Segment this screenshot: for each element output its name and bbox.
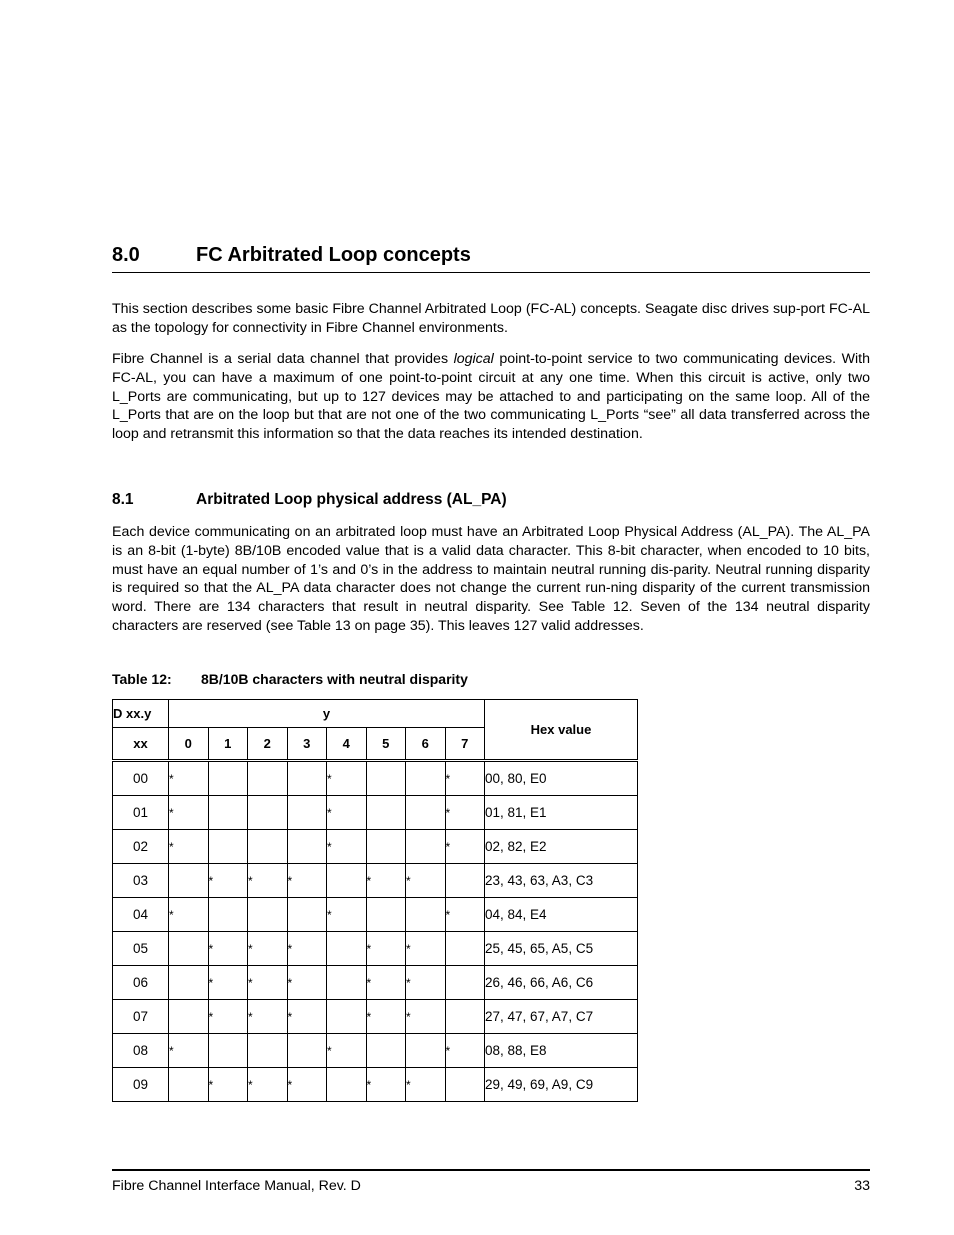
row-mark-y7 bbox=[445, 932, 485, 966]
row-mark-y3: * bbox=[287, 1068, 327, 1102]
row-hex-value: 00, 80, E0 bbox=[485, 761, 638, 796]
header-y-3: 3 bbox=[287, 728, 327, 761]
row-mark-y2 bbox=[248, 761, 288, 796]
row-mark-y3 bbox=[287, 830, 327, 864]
table-row bbox=[113, 796, 638, 830]
row-mark-y5 bbox=[366, 796, 406, 830]
header-y-5: 5 bbox=[366, 728, 406, 761]
row-xx: 03 bbox=[113, 864, 169, 898]
row-mark-y2 bbox=[248, 898, 288, 932]
row-mark-y3: * bbox=[287, 864, 327, 898]
row-xx: 06 bbox=[113, 966, 169, 1000]
header-hex-value: Hex value bbox=[485, 700, 638, 761]
row-xx: 00 bbox=[113, 761, 169, 796]
row-mark-y2: * bbox=[248, 1000, 288, 1034]
row-mark-y7 bbox=[445, 1000, 485, 1034]
row-mark-y0 bbox=[169, 932, 209, 966]
row-hex-value: 27, 47, 67, A7, C7 bbox=[485, 1000, 638, 1034]
row-mark-y0 bbox=[169, 864, 209, 898]
table-row bbox=[113, 830, 638, 864]
table-row bbox=[113, 932, 638, 966]
header-y-4: 4 bbox=[327, 728, 367, 761]
fibre-channel-paragraph bbox=[112, 350, 870, 444]
row-mark-y0 bbox=[169, 966, 209, 1000]
row-mark-y5 bbox=[366, 1034, 406, 1068]
row-mark-y6 bbox=[406, 830, 446, 864]
row-mark-y1 bbox=[208, 898, 248, 932]
row-hex-value: 26, 46, 66, A6, C6 bbox=[485, 966, 638, 1000]
row-mark-y3: * bbox=[287, 932, 327, 966]
row-mark-y7: * bbox=[445, 830, 485, 864]
para2-after: point-to-point service to two communicating devices. With FC-AL, you can have a maximum of one point-to-point circuit at any one time. When this circuit is active, only two L_Ports are communicating, but up to 127 devices may be attached to and participating on the same loop. All of the L_Ports that are on the loop but that are not one of the two communicating L_Ports “see” all data transferred across the loop and retransmit this information so that the data reaches its intended destination. bbox=[112, 351, 870, 443]
row-mark-y3 bbox=[287, 761, 327, 796]
para2-before: Fibre Channel is a serial data channel that provides bbox=[112, 351, 454, 367]
row-mark-y0 bbox=[169, 1068, 209, 1102]
row-mark-y7: * bbox=[445, 796, 485, 830]
row-mark-y0: * bbox=[169, 761, 209, 796]
section-number: 8.0 bbox=[112, 244, 140, 266]
row-mark-y5: * bbox=[366, 864, 406, 898]
row-mark-y5 bbox=[366, 761, 406, 796]
row-mark-y4: * bbox=[327, 830, 367, 864]
row-xx: 01 bbox=[113, 796, 169, 830]
row-mark-y6: * bbox=[406, 1000, 446, 1034]
row-mark-y0 bbox=[169, 1000, 209, 1034]
row-mark-y3: * bbox=[287, 966, 327, 1000]
row-mark-y4: * bbox=[327, 898, 367, 932]
row-mark-y1: * bbox=[208, 864, 248, 898]
row-mark-y1 bbox=[208, 796, 248, 830]
row-mark-y7 bbox=[445, 966, 485, 1000]
row-mark-y0: * bbox=[169, 796, 209, 830]
row-mark-y6: * bbox=[406, 864, 446, 898]
row-mark-y4 bbox=[327, 864, 367, 898]
row-hex-value: 01, 81, E1 bbox=[485, 796, 638, 830]
section-title: FC Arbitrated Loop concepts bbox=[196, 244, 471, 266]
para2-italic: logical bbox=[453, 351, 494, 367]
table-caption bbox=[112, 670, 468, 688]
table-caption-number: Table 12: bbox=[112, 671, 172, 687]
row-mark-y4 bbox=[327, 966, 367, 1000]
subsection-number: 8.1 bbox=[112, 491, 134, 508]
header-y-6: 6 bbox=[406, 728, 446, 761]
row-hex-value: 08, 88, E8 bbox=[485, 1034, 638, 1068]
row-hex-value: 04, 84, E4 bbox=[485, 898, 638, 932]
row-mark-y0: * bbox=[169, 1034, 209, 1068]
table-row bbox=[113, 1034, 638, 1068]
table-row bbox=[113, 1068, 638, 1102]
row-mark-y3 bbox=[287, 1034, 327, 1068]
row-hex-value: 29, 49, 69, A9, C9 bbox=[485, 1068, 638, 1102]
row-mark-y1 bbox=[208, 830, 248, 864]
row-mark-y4: * bbox=[327, 761, 367, 796]
row-mark-y7 bbox=[445, 864, 485, 898]
neutral-disparity-table bbox=[112, 699, 638, 1102]
row-mark-y6 bbox=[406, 761, 446, 796]
row-mark-y7: * bbox=[445, 898, 485, 932]
header-y-0: 0 bbox=[169, 728, 209, 761]
table-row bbox=[113, 761, 638, 796]
intro-paragraph: This section describes some basic Fibre Channel Arbitrated Loop (FC-AL) concepts. Seagate disc drives sup-port FC-AL as the topology for connectivity in Fibre Channel environments. bbox=[112, 301, 870, 336]
row-mark-y6: * bbox=[406, 932, 446, 966]
row-mark-y3: * bbox=[287, 1000, 327, 1034]
row-xx: 07 bbox=[113, 1000, 169, 1034]
row-xx: 05 bbox=[113, 932, 169, 966]
row-mark-y4: * bbox=[327, 796, 367, 830]
row-mark-y6: * bbox=[406, 966, 446, 1000]
row-mark-y1: * bbox=[208, 1068, 248, 1102]
row-xx: 02 bbox=[113, 830, 169, 864]
alpa-paragraph: Each device communicating on an arbitrated loop must have an Arbitrated Loop Physical Address (AL_PA). The AL_PA is an 8-bit (1-byte) 8B/10B encoded value that is a valid data character. This 8-bit character, when encoded to 10 bits, must have an equal number of 1’s and 0’s in the address to maintain neutral running dis-parity. Neutral running disparity is required so that the AL_PA data character does not change the current run-ning disparity of the current transmission word. There are 134 characters that result in neutral disparity. See Table 12. Seven of the 134 neutral disparity characters are reserved (see Table 13 on page 35). This leaves 127 valid addresses. bbox=[112, 524, 870, 634]
row-mark-y5: * bbox=[366, 932, 406, 966]
row-mark-y2: * bbox=[248, 864, 288, 898]
table-caption-title: 8B/10B characters with neutral disparity bbox=[201, 671, 468, 687]
row-xx: 08 bbox=[113, 1034, 169, 1068]
table-row bbox=[113, 864, 638, 898]
row-mark-y2: * bbox=[248, 966, 288, 1000]
row-mark-y6 bbox=[406, 898, 446, 932]
table-row bbox=[113, 966, 638, 1000]
row-mark-y6: * bbox=[406, 1068, 446, 1102]
row-mark-y3 bbox=[287, 898, 327, 932]
row-mark-y4 bbox=[327, 1000, 367, 1034]
row-mark-y2 bbox=[248, 1034, 288, 1068]
page-footer bbox=[112, 1169, 870, 1195]
header-dxxy: D xx.y bbox=[113, 700, 169, 728]
header-y-2: 2 bbox=[248, 728, 288, 761]
row-mark-y4 bbox=[327, 1068, 367, 1102]
table-row bbox=[113, 898, 638, 932]
header-y-7: 7 bbox=[445, 728, 485, 761]
row-mark-y7: * bbox=[445, 761, 485, 796]
row-mark-y7 bbox=[445, 1068, 485, 1102]
section-heading bbox=[112, 241, 870, 273]
row-mark-y5: * bbox=[366, 1000, 406, 1034]
table-row bbox=[113, 1000, 638, 1034]
row-mark-y5 bbox=[366, 830, 406, 864]
row-mark-y4 bbox=[327, 932, 367, 966]
row-mark-y4: * bbox=[327, 1034, 367, 1068]
row-xx: 04 bbox=[113, 898, 169, 932]
row-mark-y1: * bbox=[208, 1000, 248, 1034]
row-mark-y5 bbox=[366, 898, 406, 932]
header-y-1: 1 bbox=[208, 728, 248, 761]
row-mark-y1 bbox=[208, 761, 248, 796]
row-mark-y1 bbox=[208, 1034, 248, 1068]
row-mark-y0: * bbox=[169, 898, 209, 932]
row-mark-y6 bbox=[406, 796, 446, 830]
row-mark-y1: * bbox=[208, 966, 248, 1000]
row-xx: 09 bbox=[113, 1068, 169, 1102]
row-mark-y2: * bbox=[248, 1068, 288, 1102]
row-mark-y2 bbox=[248, 796, 288, 830]
subsection-heading bbox=[112, 490, 507, 510]
row-mark-y2: * bbox=[248, 932, 288, 966]
row-mark-y6 bbox=[406, 1034, 446, 1068]
row-hex-value: 25, 45, 65, A5, C5 bbox=[485, 932, 638, 966]
row-mark-y3 bbox=[287, 796, 327, 830]
row-mark-y1: * bbox=[208, 932, 248, 966]
header-xx: xx bbox=[113, 728, 169, 761]
row-hex-value: 02, 82, E2 bbox=[485, 830, 638, 864]
row-mark-y5: * bbox=[366, 1068, 406, 1102]
row-mark-y7: * bbox=[445, 1034, 485, 1068]
row-mark-y5: * bbox=[366, 966, 406, 1000]
subsection-title: Arbitrated Loop physical address (AL_PA) bbox=[196, 491, 507, 508]
footer-title: Fibre Channel Interface Manual, Rev. D bbox=[112, 1178, 361, 1194]
row-mark-y2 bbox=[248, 830, 288, 864]
row-hex-value: 23, 43, 63, A3, C3 bbox=[485, 864, 638, 898]
header-y: y bbox=[169, 700, 485, 728]
row-mark-y0: * bbox=[169, 830, 209, 864]
page-number: 33 bbox=[854, 1178, 870, 1194]
